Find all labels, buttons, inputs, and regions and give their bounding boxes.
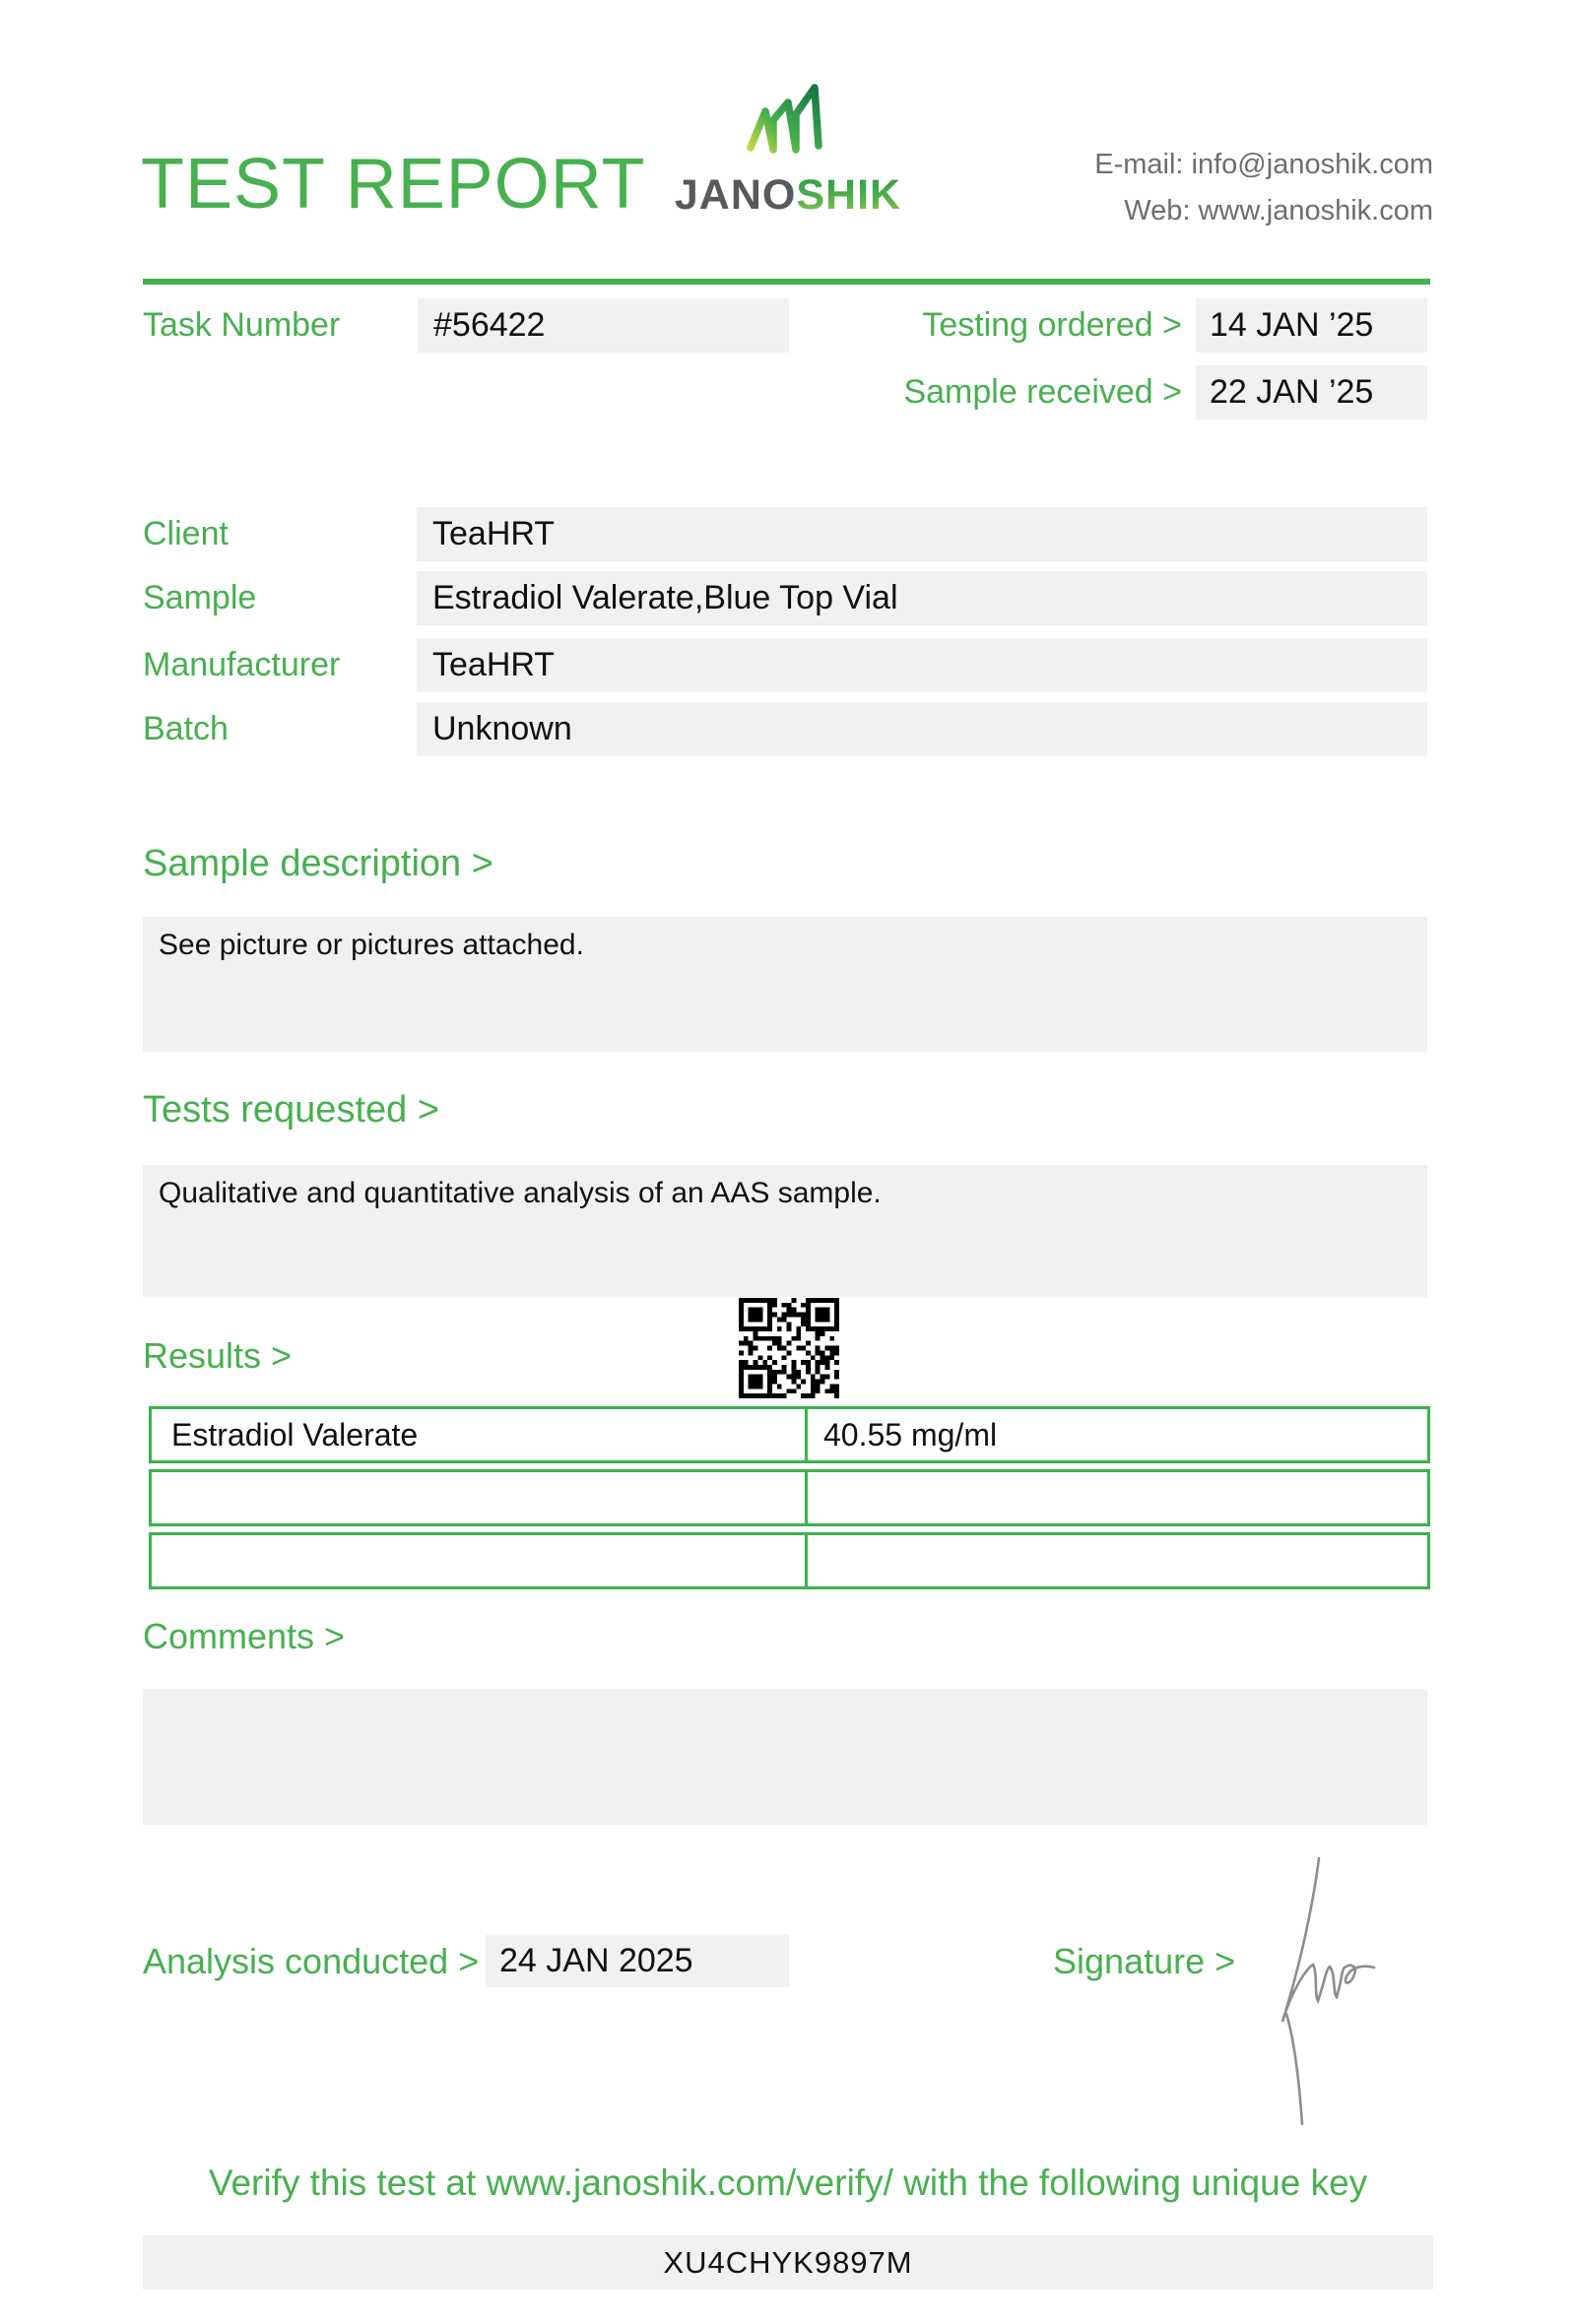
task-number-box (418, 298, 789, 353)
signature-label: Signature > (1053, 1941, 1236, 1981)
tests-requested-text: Qualitative and quantitative analysis of an AAS sample. (159, 1177, 882, 1209)
client-box (417, 507, 1427, 561)
contact-info (1094, 142, 1433, 234)
task-number-value: #56422 (433, 306, 546, 344)
result-name-cell (152, 1535, 808, 1586)
signature-image (1231, 1837, 1478, 2142)
result-value-cell (808, 1472, 1427, 1523)
comments-box (143, 1689, 1427, 1825)
result-value-cell: 40.55 mg/ml (823, 1417, 998, 1452)
logo-chart-icon (743, 81, 833, 167)
batch-box (417, 702, 1427, 756)
sample-label: Sample (143, 579, 257, 616)
sample-received-value: 22 JAN ’25 (1210, 373, 1374, 411)
unique-key-value: XU4CHYK9897M (663, 2245, 913, 2280)
testing-ordered-box (1196, 298, 1427, 353)
contact-web: Web: www.janoshik.com (1124, 195, 1433, 226)
result-row (149, 1532, 1430, 1589)
analysis-conducted-label: Analysis conducted > (143, 1941, 480, 1981)
page-title: TEST REPORT (141, 145, 646, 224)
result-value-cell (808, 1535, 1427, 1586)
sample-description-box (143, 917, 1427, 1052)
brand-name-shik: SHIK (796, 171, 902, 219)
sample-value: Estradiol Valerate,Blue Top Vial (432, 579, 898, 616)
client-value: TeaHRT (432, 515, 556, 552)
brand-name (630, 171, 946, 220)
sample-received-label: Sample received > (903, 373, 1182, 411)
results-table (149, 1406, 1430, 1595)
result-row (149, 1469, 1430, 1526)
result-name-cell: Estradiol Valerate (152, 1409, 808, 1460)
verify-instruction: Verify this test at www.janoshik.com/verify/ with the following unique key (208, 2163, 1368, 2203)
batch-value: Unknown (432, 710, 572, 747)
qr-code (739, 1298, 839, 1398)
comments-text (143, 1689, 1427, 1712)
brand-name-jano: JANO (674, 171, 797, 219)
analysis-date-value: 24 JAN 2025 (499, 1942, 693, 1979)
manufacturer-value: TeaHRT (432, 646, 556, 683)
analysis-date-box (486, 1935, 789, 1987)
sample-received-box (1196, 365, 1427, 420)
client-label: Client (143, 515, 229, 552)
sample-description-text: See picture or pictures attached. (159, 929, 584, 961)
result-row (149, 1406, 1430, 1463)
manufacturer-label: Manufacturer (143, 646, 341, 683)
sample-description-heading: Sample description > (143, 843, 493, 884)
manufacturer-box (417, 638, 1427, 692)
testing-ordered-value: 14 JAN ’25 (1210, 306, 1374, 344)
testing-ordered-label: Testing ordered > (922, 306, 1182, 344)
comments-heading: Comments > (143, 1616, 346, 1656)
batch-label: Batch (143, 710, 229, 747)
result-name-cell (152, 1472, 808, 1523)
contact-email: E-mail: info@janoshik.com (1094, 149, 1433, 180)
tests-requested-box (143, 1165, 1427, 1297)
sample-box (417, 571, 1427, 625)
task-number-label: Task Number (143, 306, 341, 344)
unique-key-box (143, 2235, 1433, 2290)
results-heading: Results > (143, 1335, 293, 1376)
tests-requested-heading: Tests requested > (143, 1089, 440, 1130)
header-divider (143, 279, 1430, 285)
